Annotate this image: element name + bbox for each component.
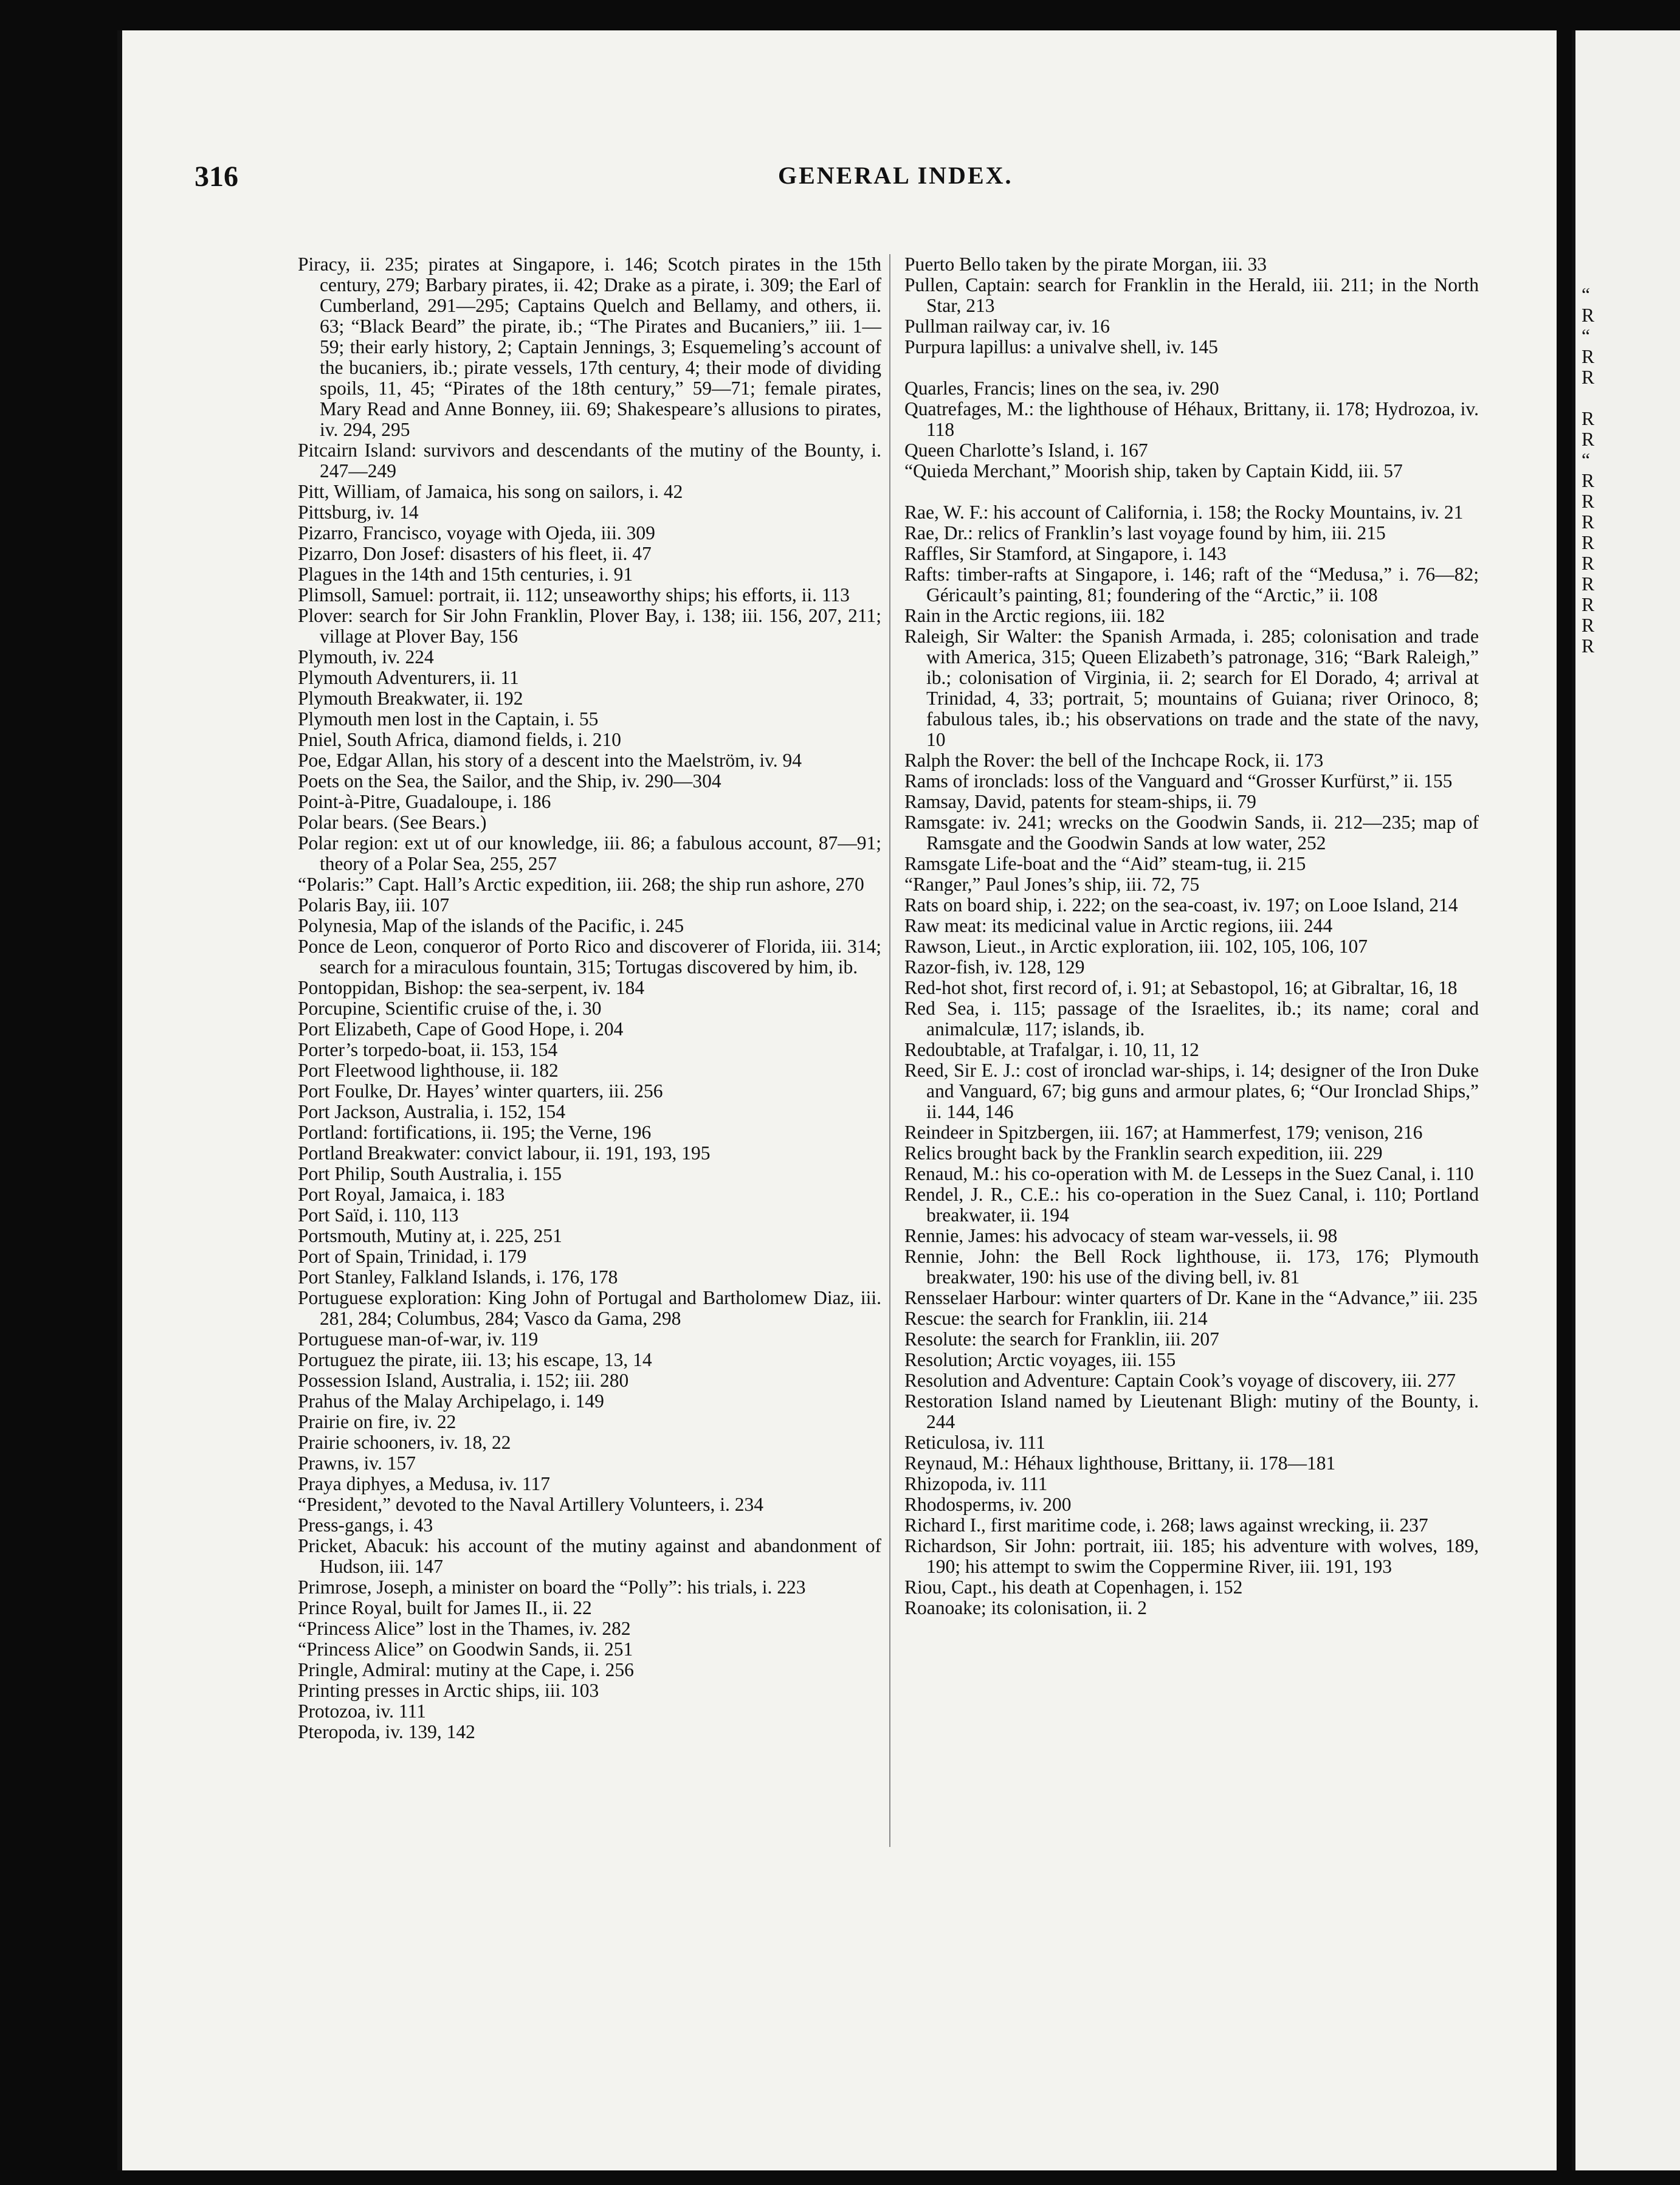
index-entry: Reticulosa, iv. 111 [904, 1432, 1045, 1453]
index-entry: Rhodosperms, iv. 200 [904, 1494, 1072, 1515]
adjacent-page-edge [1575, 30, 1680, 2170]
index-entry: Rennie, James: his advocacy of steam war-vessels, ii. 98 [904, 1225, 1338, 1246]
adjacent-page-fragment: R [1582, 635, 1595, 657]
index-entry: Ralph the Rover: the bell of the Inchcape Rock, ii. 173 [904, 750, 1324, 771]
index-entry: Pricket, Abacuk: his account of the mutiny against and abandonment of Hudson, iii. 147 [298, 1535, 881, 1577]
index-entry: Reindeer in Spitzbergen, iii. 167; at Hammerfest, 179; venison, 216 [904, 1122, 1423, 1143]
index-entry: Plymouth men lost in the Captain, i. 55 [298, 708, 599, 730]
index-entry: Resolute: the search for Franklin, iii. 207 [904, 1328, 1219, 1350]
index-entry: Poe, Edgar Allan, his story of a descent into the Maelström, iv. 94 [298, 750, 802, 771]
adjacent-page-fragment: R [1582, 408, 1595, 429]
index-entry: Polaris Bay, iii. 107 [298, 894, 450, 916]
index-entry: Prairie on fire, iv. 22 [298, 1411, 456, 1432]
adjacent-page-fragment: R [1582, 511, 1595, 533]
page-number: 316 [195, 161, 238, 193]
index-entry: Polynesia, Map of the islands of the Pacific, i. 245 [298, 915, 684, 936]
index-entry: Pullen, Captain: search for Franklin in the Herald, iii. 211; in the North Star, 213 [904, 274, 1479, 316]
index-entry: Rats on board ship, i. 222; on the sea-coast, iv. 197; on Looe Island, 214 [904, 894, 1458, 916]
index-entry: Puerto Bello taken by the pirate Morgan, iii. 33 [904, 254, 1267, 275]
index-entry: Relics brought back by the Franklin search expedition, iii. 229 [904, 1142, 1383, 1164]
index-entry: Primrose, Joseph, a minister on board the “Polly”: his trials, i. 223 [298, 1576, 806, 1598]
index-entry: Press-gangs, i. 43 [298, 1514, 433, 1536]
index-entry: Rafts: timber-rafts at Singapore, i. 146; raft of the “Medusa,” i. 76—82; Géricault’s painting, 81; foundering of the “Arctic,” ii. 108 [904, 564, 1479, 606]
index-entry: Rescue: the search for Franklin, iii. 214 [904, 1308, 1208, 1329]
index-entry: Rendel, J. R., C.E.: his co-operation in the Suez Canal, i. 110; Portland breakwater, ii. 194 [904, 1184, 1479, 1226]
index-entry: Roanoake; its colonisation, ii. 2 [904, 1597, 1147, 1618]
index-entry: Rams of ironclads: loss of the Vanguard and “Grosser Kurfürst,” ii. 155 [904, 770, 1453, 792]
index-entry: Pontoppidan, Bishop: the sea-serpent, iv. 184 [298, 977, 645, 998]
index-entry: Riou, Capt., his death at Copenhagen, i. 152 [904, 1576, 1243, 1598]
index-entry: Ramsay, David, patents for steam-ships, ii. 79 [904, 791, 1256, 812]
index-entry: Port Philip, South Australia, i. 155 [298, 1163, 562, 1184]
index-entry: Queen Charlotte’s Island, i. 167 [904, 440, 1148, 461]
index-entry: Portuguez the pirate, iii. 13; his escape, 13, 14 [298, 1349, 652, 1370]
adjacent-page-fragment: R [1582, 532, 1595, 553]
index-entry: Plymouth, iv. 224 [298, 646, 434, 668]
index-entry: Pittsburg, iv. 14 [298, 502, 419, 523]
index-entry: Portsmouth, Mutiny at, i. 225, 251 [298, 1225, 562, 1246]
adjacent-page-fragments [1582, 285, 1594, 657]
adjacent-page-fragment: “ [1582, 325, 1590, 347]
index-entry: Resolution and Adventure: Captain Cook’s voyage of discovery, iii. 277 [904, 1370, 1456, 1391]
index-entry: Pniel, South Africa, diamond fields, i. 210 [298, 729, 621, 750]
index-entry: Prairie schooners, iv. 18, 22 [298, 1432, 511, 1453]
index-column-left [298, 254, 881, 1742]
index-entry: Port Foulke, Dr. Hayes’ winter quarters, iii. 256 [298, 1080, 663, 1102]
adjacent-page-fragment: R [1582, 305, 1595, 326]
index-entry: Ponce de Leon, conqueror of Porto Rico and discoverer of Florida, iii. 314; search for a miraculous fountain, 315; Tortugas discovered by him, ib. [298, 936, 881, 978]
index-entry: Pizarro, Francisco, voyage with Ojeda, iii. 309 [298, 522, 655, 544]
index-entry: Port Elizabeth, Cape of Good Hope, i. 204 [298, 1018, 624, 1040]
index-entry: Point-à-Pitre, Guadaloupe, i. 186 [298, 791, 551, 812]
index-entry: Rae, Dr.: relics of Franklin’s last voyage found by him, iii. 215 [904, 522, 1386, 544]
index-entry: Prince Royal, built for James II., ii. 22 [298, 1597, 592, 1618]
index-entry: Piracy, ii. 235; pirates at Singapore, i. 146; Scotch pirates in the 15th century, 279; Barbary pirates, ii. 42; Drake as a pirate, i. 309; the Earl of Cumberland, 291—295; Captains Quelch and Bellamy, and others, ii. 63; “Black Beard” the pirate, ib.; “The Pirates and Bucaniers,” iii. 1—59; their early history, 2; Captain Jennings, 3; Esquemeling’s account of the bucaniers, ib.; pirate vessels, 17th century, 4; their mode of dividing spoils, 11, 45; “Pirates of the 18th century,” 59—71; female pirates, Mary Read and Anne Bonney, iii. 69; Shakespeare’s allusions to pirates, iv. 294, 295 [298, 254, 881, 440]
index-entry: Richard I., first maritime code, i. 268; laws against wrecking, ii. 237 [904, 1514, 1428, 1536]
index-entry: Richardson, Sir John: portrait, iii. 185; his adventure with wolves, 189, 190; his attempt to swim the Coppermine River, iii. 191, 193 [904, 1535, 1479, 1577]
adjacent-page-fragment: R [1582, 470, 1595, 491]
index-entry: Plymouth Breakwater, ii. 192 [298, 688, 523, 709]
index-entry: Plagues in the 14th and 15th centuries, i. 91 [298, 564, 633, 585]
index-entry: Pteropoda, iv. 139, 142 [298, 1721, 475, 1742]
index-entry: Possession Island, Australia, i. 152; iii. 280 [298, 1370, 629, 1391]
index-entry: Porcupine, Scientific cruise of the, i. 30 [298, 998, 602, 1019]
index-entry: Red Sea, i. 115; passage of the Israelites, ib.; its name; coral and animalculæ, 117; islands, ib. [904, 998, 1479, 1040]
index-entry: Purpura lapillus: a univalve shell, iv. 145 [904, 336, 1218, 357]
index-entry: Portuguese man-of-war, iv. 119 [298, 1328, 539, 1350]
adjacent-page-fragment: R [1582, 615, 1595, 636]
index-letter-break [904, 482, 1479, 502]
index-entry: “Princess Alice” on Goodwin Sands, ii. 251 [298, 1638, 633, 1660]
index-entry: Polar bears. (See Bears.) [298, 812, 487, 833]
index-entry: Port of Spain, Trinidad, i. 179 [298, 1246, 527, 1267]
index-entry: “Quieda Merchant,” Moorish ship, taken by Captain Kidd, iii. 57 [904, 460, 1403, 482]
index-entry: Red-hot shot, first record of, i. 91; at Sebastopol, 16; at Gibraltar, 16, 18 [904, 977, 1458, 998]
index-entry: Pringle, Admiral: mutiny at the Cape, i. 256 [298, 1659, 634, 1680]
adjacent-page-fragment [1582, 388, 1594, 409]
index-entry: Redoubtable, at Trafalgar, i. 10, 11, 12 [904, 1039, 1199, 1060]
index-entry: Prahus of the Malay Archipelago, i. 149 [298, 1390, 604, 1412]
index-entry: Rawson, Lieut., in Arctic exploration, iii. 102, 105, 106, 107 [904, 936, 1368, 957]
index-entry: Protozoa, iv. 111 [298, 1700, 426, 1722]
index-entry: Rennie, John: the Bell Rock lighthouse, ii. 173, 176; Plymouth breakwater, 190: his use of the diving bell, iv. 81 [904, 1246, 1479, 1288]
index-entry: Pizarro, Don Josef: disasters of his fleet, ii. 47 [298, 543, 652, 564]
running-head: GENERAL INDEX. [778, 162, 1013, 189]
index-entry: “President,” devoted to the Naval Artillery Volunteers, i. 234 [298, 1494, 764, 1515]
index-entry: Portland: fortifications, ii. 195; the Verne, 196 [298, 1122, 652, 1143]
index-column-right [904, 254, 1479, 1618]
adjacent-page-fragment: R [1582, 491, 1595, 512]
index-entry: Plimsoll, Samuel: portrait, ii. 112; unseaworthy ships; his efforts, ii. 113 [298, 584, 850, 606]
index-entry: Poets on the Sea, the Sailor, and the Ship, iv. 290—304 [298, 770, 721, 792]
index-entry: Port Saïd, i. 110, 113 [298, 1204, 459, 1226]
index-entry: Portuguese exploration: King John of Portugal and Bartholomew Diaz, iii. 281, 284; Columbus, 284; Vasco da Gama, 298 [298, 1287, 881, 1329]
index-entry: Raw meat: its medicinal value in Arctic regions, iii. 244 [904, 915, 1333, 936]
index-entry: Prawns, iv. 157 [298, 1452, 416, 1474]
index-entry: Pullman railway car, iv. 16 [904, 316, 1110, 337]
index-entry: Portland Breakwater: convict labour, ii. 191, 193, 195 [298, 1142, 711, 1164]
index-entry: Reed, Sir E. J.: cost of ironclad war-ships, i. 14; designer of the Iron Duke and Vanguard, 67; big guns and armour plates, 6; “Our Ironclad Ships,” ii. 144, 146 [904, 1060, 1479, 1122]
adjacent-page-fragment: R [1582, 594, 1595, 615]
index-entry: Port Fleetwood lighthouse, ii. 182 [298, 1060, 559, 1081]
index-entry: Pitcairn Island: survivors and descendants of the mutiny of the Bounty, i. 247—249 [298, 440, 881, 482]
index-entry: “Princess Alice” lost in the Thames, iv. 282 [298, 1618, 631, 1639]
index-entry: Rae, W. F.: his account of California, i. 158; the Rocky Mountains, iv. 21 [904, 502, 1464, 523]
index-entry: Praya diphyes, a Medusa, iv. 117 [298, 1473, 550, 1494]
adjacent-page-fragment: R [1582, 367, 1595, 388]
index-entry: Port Royal, Jamaica, i. 183 [298, 1184, 505, 1205]
index-entry: Plymouth Adventurers, ii. 11 [298, 667, 519, 688]
index-entry: Raleigh, Sir Walter: the Spanish Armada, i. 285; colonisation and trade with America, 315; Queen Elizabeth’s patronage, 316; “Bark Raleigh,” ib.; colonisation of Virginia, ii. 2; search for El Dorado, 4; arrival at Trinidad, 4, 33; portrait, 5; mountains of Guiana; river Orinoco, 8; fabulous tales, ib.; his observations on trade and the state of the navy, 10 [904, 626, 1479, 750]
index-entry: Rensselaer Harbour: winter quarters of Dr. Kane in the “Advance,” iii. 235 [904, 1287, 1478, 1308]
adjacent-page-fragment: R [1582, 429, 1595, 450]
index-entry: Polar region: ext ut of our knowledge, iii. 86; a fabulous account, 87—91; theory of a Polar Sea, 255, 257 [298, 832, 881, 874]
index-entry: Rain in the Arctic regions, iii. 182 [904, 605, 1165, 626]
index-letter-break [904, 357, 1479, 378]
index-entry: Restoration Island named by Lieutenant Bligh: mutiny of the Bounty, i. 244 [904, 1390, 1479, 1432]
index-entry: Renaud, M.: his co-operation with M. de Lesseps in the Suez Canal, i. 110 [904, 1163, 1474, 1184]
adjacent-page-fragment: “ [1582, 449, 1590, 471]
index-entry: Pitt, William, of Jamaica, his song on sailors, i. 42 [298, 481, 683, 502]
index-entry: Printing presses in Arctic ships, iii. 103 [298, 1680, 599, 1701]
index-entry: “Polaris:” Capt. Hall’s Arctic expedition, iii. 268; the ship run ashore, 270 [298, 874, 864, 895]
adjacent-page-fragment: R [1582, 573, 1595, 595]
index-entry: Porter’s torpedo-boat, ii. 153, 154 [298, 1039, 558, 1060]
index-entry: Razor-fish, iv. 128, 129 [904, 956, 1085, 978]
index-entry: Port Jackson, Australia, i. 152, 154 [298, 1101, 566, 1122]
index-entry: Ramsgate Life-boat and the “Aid” steam-tug, ii. 215 [904, 853, 1306, 874]
index-entry: Plover: search for Sir John Franklin, Plover Bay, i. 138; iii. 156, 207, 211; village at Plover Bay, 156 [298, 605, 881, 647]
column-divider [889, 254, 890, 1847]
index-entry: Quarles, Francis; lines on the sea, iv. 290 [904, 378, 1219, 399]
index-entry: Quatrefages, M.: the lighthouse of Héhaux, Brittany, ii. 178; Hydrozoa, iv. 118 [904, 398, 1479, 440]
index-entry: Port Stanley, Falkland Islands, i. 176, 178 [298, 1266, 618, 1288]
adjacent-page-fragment: “ [1582, 284, 1590, 305]
index-entry: Ramsgate: iv. 241; wrecks on the Goodwin Sands, ii. 212—235; map of Ramsgate and the Goodwin Sands at low water, 252 [904, 812, 1479, 854]
adjacent-page-fragment: R [1582, 346, 1595, 367]
index-entry: Resolution; Arctic voyages, iii. 155 [904, 1349, 1176, 1370]
index-entry: Raffles, Sir Stamford, at Singapore, i. 143 [904, 543, 1227, 564]
index-entry: “Ranger,” Paul Jones’s ship, iii. 72, 75 [904, 874, 1200, 895]
index-entry: Rhizopoda, iv. 111 [904, 1473, 1048, 1494]
adjacent-page-fragment: R [1582, 553, 1595, 574]
index-entry: Reynaud, M.: Héhaux lighthouse, Brittany, ii. 178—181 [904, 1452, 1336, 1474]
